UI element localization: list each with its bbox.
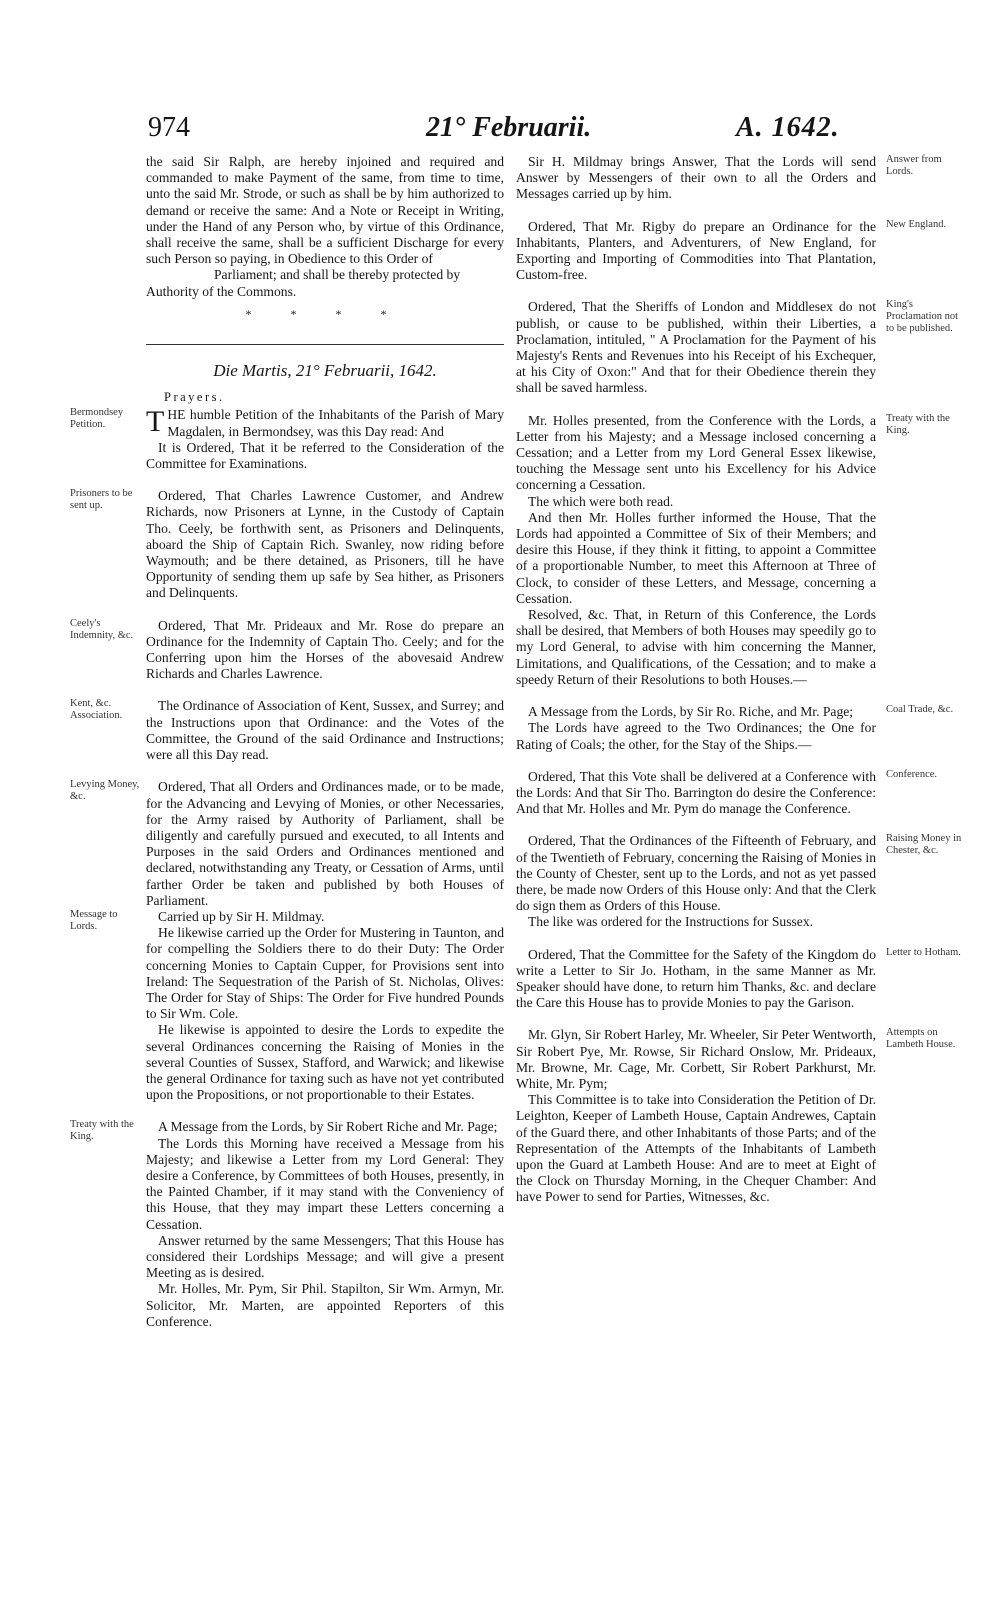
paragraph: Resolved, &c. That, in Return of this Conference, the Lords shall be desired, that Members of both Houses may speedily go to my Lord General, to advise with him concerning the Manner, Limitations, and Qualifications, of the Cessation; and to make a speedy Return of their Resolutions to both Houses.—: [516, 607, 876, 687]
paragraph: The Lords have agreed to the Two Ordinances; the One for Rating of Coals; the other, for the Stay of the Ships.—: [516, 720, 876, 752]
section-stars: * * * *: [245, 306, 405, 321]
entry-answer: [516, 154, 942, 203]
page-number: 974: [148, 112, 190, 143]
margin-note: Treaty with the King.: [70, 1119, 134, 1143]
drop-cap: T: [146, 405, 165, 439]
entry-treaty-king: [516, 412, 950, 494]
margin-note: Conference.: [886, 768, 938, 780]
margin-note: Coal Trade, &c.: [886, 704, 954, 716]
entry-new-england: [516, 218, 947, 284]
entry-text: Ordered, That the Committee for the Safety of the Kingdom do write a Letter to Sir Jo. Hotham, in the same Manner as Mr. Speaker should have done, to return him Thanks, &c. and declare the Care this House has to provide Monies to pay the Garison.: [516, 946, 876, 1011]
margin-note: Ceely's Indemnity, &c.: [70, 617, 134, 641]
margin-note: Answer from Lords.: [886, 154, 942, 177]
running-header: [0, 112, 992, 148]
entry-message: [70, 908, 504, 932]
margin-note: Letter to Hotham.: [886, 946, 961, 958]
entry-coal-trade: [516, 704, 954, 720]
entry-text: Carried up by Sir H. Mildmay.: [158, 908, 325, 924]
entry-text: Sir H. Mildmay brings Answer, That the Lords will send Answer by Messengers of their own to all the Orders and Messages carried up by him.: [516, 154, 876, 202]
entry-levying: [70, 779, 504, 909]
entry-lambeth: [516, 1027, 956, 1092]
paragraph: Mr. Holles, Mr. Pym, Sir Phil. Stapilton, Sir Wm. Armyn, Mr. Solicitor, Mr. Marten, are appointed Reporters of this Conference.: [146, 1281, 504, 1329]
margin-note: Bermondsey Petition.: [70, 407, 124, 431]
entry-text: A Message from the Lords, by Sir Ro. Riche, and Mr. Page;: [528, 704, 854, 720]
entry-treaty: [70, 1119, 504, 1143]
paragraph: He likewise carried up the Order for Mustering in Taunton, and for compelling the Soldiers there to do their Duty: The Order concerning Monies to Captain Cupper, for Provisions sent into Ireland: The Sequestration of the Parish of St. Nicholas, Olives: The Order for Stay of Ships: The Order for Five hundred Pounds to Sir Wm. Cole.: [146, 925, 504, 1022]
right-column: [516, 154, 962, 1206]
margin-note: Message to Lords.: [70, 908, 118, 932]
entry-conference: [516, 768, 938, 818]
paragraph: This Committee is to take into Consideration the Petition of Dr. Leighton, Keeper of Lambeth House, Captain Andrewes, Captain of the Guard there, and other Inhabitants of those Parts; and of the Representation of the Attempts of the Inhabitants of Lambeth upon the Guard at Lambeth House: And are to meet at Eight of the Clock on Thursday Morning, in the Chequer Chamber: And have Power to send for Parties, Witnesses, &c.: [516, 1092, 876, 1205]
entry-kent: [70, 698, 504, 763]
margin-note: Attempts on Lambeth House.: [886, 1027, 956, 1051]
entry-proclamation: [516, 299, 959, 396]
entry-chester: [516, 833, 962, 914]
day-heading: Die Martis, 21° Februarii, 1642.: [213, 361, 437, 381]
margin-note: King's Proclamation not to be published.: [886, 299, 959, 335]
entry-text: The Ordinance of Association of Kent, Sussex, and Surrey; and the Instructions upon that Ordinance: and the Votes of the Committee, the Ground of the said Ordinance and Instructions; were all this Day read.: [146, 698, 504, 763]
entry-text: Ordered, That Mr. Rigby do prepare an Ordinance for the Inhabitants, Planters, and Adventurers, of New England, for Exporting and Importing of Commodities into That Plantation, Custom-free.: [516, 218, 876, 283]
margin-note: Kent, &c. Association.: [70, 698, 123, 722]
entry-text: Mr. Glyn, Sir Robert Harley, Mr. Wheeler, Sir Peter Wentworth, Sir Robert Pye, Mr. Rowse, Sir Richard Onslow, Mr. Prideaux, Mr. Browne, Mr. Cage, Mr. Corbett, Sir Robert Parkhurst, Mr. White, Mr. Pym;: [516, 1027, 876, 1091]
paragraph: Answer returned by the same Messengers; That this House has considered their Lordships Message; and will give a present Meeting as is desired.: [146, 1232, 504, 1281]
entry-text: A Message from the Lords, by Sir Robert Riche and Mr. Page;: [158, 1119, 498, 1135]
margin-note: New England.: [886, 218, 947, 230]
prayers-heading: Prayers.: [164, 390, 225, 405]
header-date: 21° Februarii.: [426, 112, 592, 143]
margin-note: Prisoners to be sent up.: [70, 488, 133, 512]
paragraph: It is Ordered, That it be referred to the Consideration of the Committee for Examinations.: [146, 439, 504, 472]
entry-text: Ordered, That the Sheriffs of London and Middlesex do not publish, or cause to be published, within their Liberties, a Proclamation, intituled, " A Proclamation for the Payment of his Majesty's Rents and Revenues into his Receipt of his Exchequer, at his City of Oxon:" And that for their Obedience therein they shall be saved harmless.: [516, 299, 876, 396]
paragraph: The which were both read.: [528, 493, 674, 509]
divider: [146, 344, 504, 345]
authority-line: [146, 267, 504, 283]
authority-line-1: Parliament; and shall be thereby protected by: [214, 267, 461, 283]
margin-note: Raising Money in Chester, &c.: [886, 833, 962, 857]
left-column: [70, 154, 504, 1330]
entry-text: Ordered, That Charles Lawrence Customer, and Andrew Richards, now Prisoners at Lynne, in the Custody of Captain Tho. Ceely, be forthwith sent, as Prisoners and Delinquents, aboard the Ship of Captain Rich. Swanley, now riding before Waymouth; and be there detained, as Prisoners, till he have Opportunity of sending them up safe by Sea hither, as Prisoners and Delinquents.: [146, 488, 504, 601]
margin-note: Treaty with the King.: [886, 412, 950, 436]
authority-line: Authority of the Commons.: [146, 283, 297, 299]
paragraph: the said Sir Ralph, are hereby injoined and required and commanded to make Payment of the same, from time to time, unto the said Mr. Strode, or such as shall be by him authorized to demand or receive the same: And a Note or Receipt in Writing, under the Hand of any Person who, by virtue of this Ordinance, shall receive the same, shall be a sufficient Discharge for every such Person so paying, in Obedience to this Order of: [146, 154, 504, 267]
header-year: A. 1642.: [736, 112, 840, 143]
paragraph: He likewise is appointed to desire the Lords to expedite the several Ordinances concerning the Raising of Monies in the several Counties of Sussex, Stafford, and Warwick; and likewise the general Ordinance for taxing such as have not yet contributed upon the Propositions, or not proportionable to their Estates.: [146, 1022, 504, 1103]
paragraph: The Lords this Morning have received a Message from his Majesty; and likewise a Letter from my Lord General: They desire a Conference, by Committees of both Houses, presently, in the Painted Chamber, if it may stand with the Conveniency of this House, that they may impart these Letters concerning a Cessation.: [146, 1135, 504, 1232]
paragraph: The like was ordered for the Instructions for Sussex.: [528, 914, 814, 930]
entry-bermondsey: [70, 405, 504, 439]
entry-text: Ordered, That the Ordinances of the Fifteenth of February, and of the Twentieth of February, concerning the Raising of Monies in the County of Chester, sent up to the Lords, and not as yet passed there, be made now Orders of this House only: And that the Clerk do sign them as Orders of this House.: [516, 833, 876, 914]
entry-text: Mr. Holles presented, from the Conference with the Lords, a Letter from his Majesty; and a Message inclosed concerning a Cessation; and a Letter from my Lord General Essex likewise, touching the Message sent unto his Excellency for his Advice concerning a Cessation.: [516, 412, 876, 493]
entry-text: Ordered, That Mr. Prideaux and Mr. Rose do prepare an Ordinance for the Indemnity of Captain Tho. Ceely; and for the Conferring upon him the Horses of the abovesaid Andrew Richards and Charles Lawrence.: [146, 617, 504, 682]
entry-prisoners: [70, 488, 504, 601]
entry-text: HE humble Petition of the Inhabitants of the Parish of Mary Magdalen, in Bermondsey, was this Day read: And: [167, 407, 504, 439]
margin-note: Levying Money, &c.: [70, 779, 140, 803]
paragraph: And then Mr. Holles further informed the House, That the Lords had appointed a Committee of Six of their Members; and desire this House, if they think it fitting, to appoint a Committee of a proportionable Number, to meet this Afternoon at Three of Clock, to consider of these Letters, and Message, concerning a Cessation.: [516, 509, 876, 606]
entry-ceely: [70, 617, 504, 683]
entry-hotham: [516, 946, 961, 1012]
entry-text: Ordered, That this Vote shall be delivered at a Conference with the Lords: And that Sir Tho. Barrington do desire the Conference: And that Mr. Holles and Mr. Pym do manage the Conference.: [516, 768, 876, 817]
entry-text: Ordered, That all Orders and Ordinances made, or to be made, for the Advancing and Levying of Monies, or other Necessaries, for the Army raised by Authority of Parliament, shall be diligently and carefully pursued and executed, to all Intents and Purposes in the said Orders and Ordinances mentioned and declared, notwithstanding any Treaty, or Cessation of Arms, until farther Order be taken and published by both Houses of Parliament.: [146, 779, 504, 908]
